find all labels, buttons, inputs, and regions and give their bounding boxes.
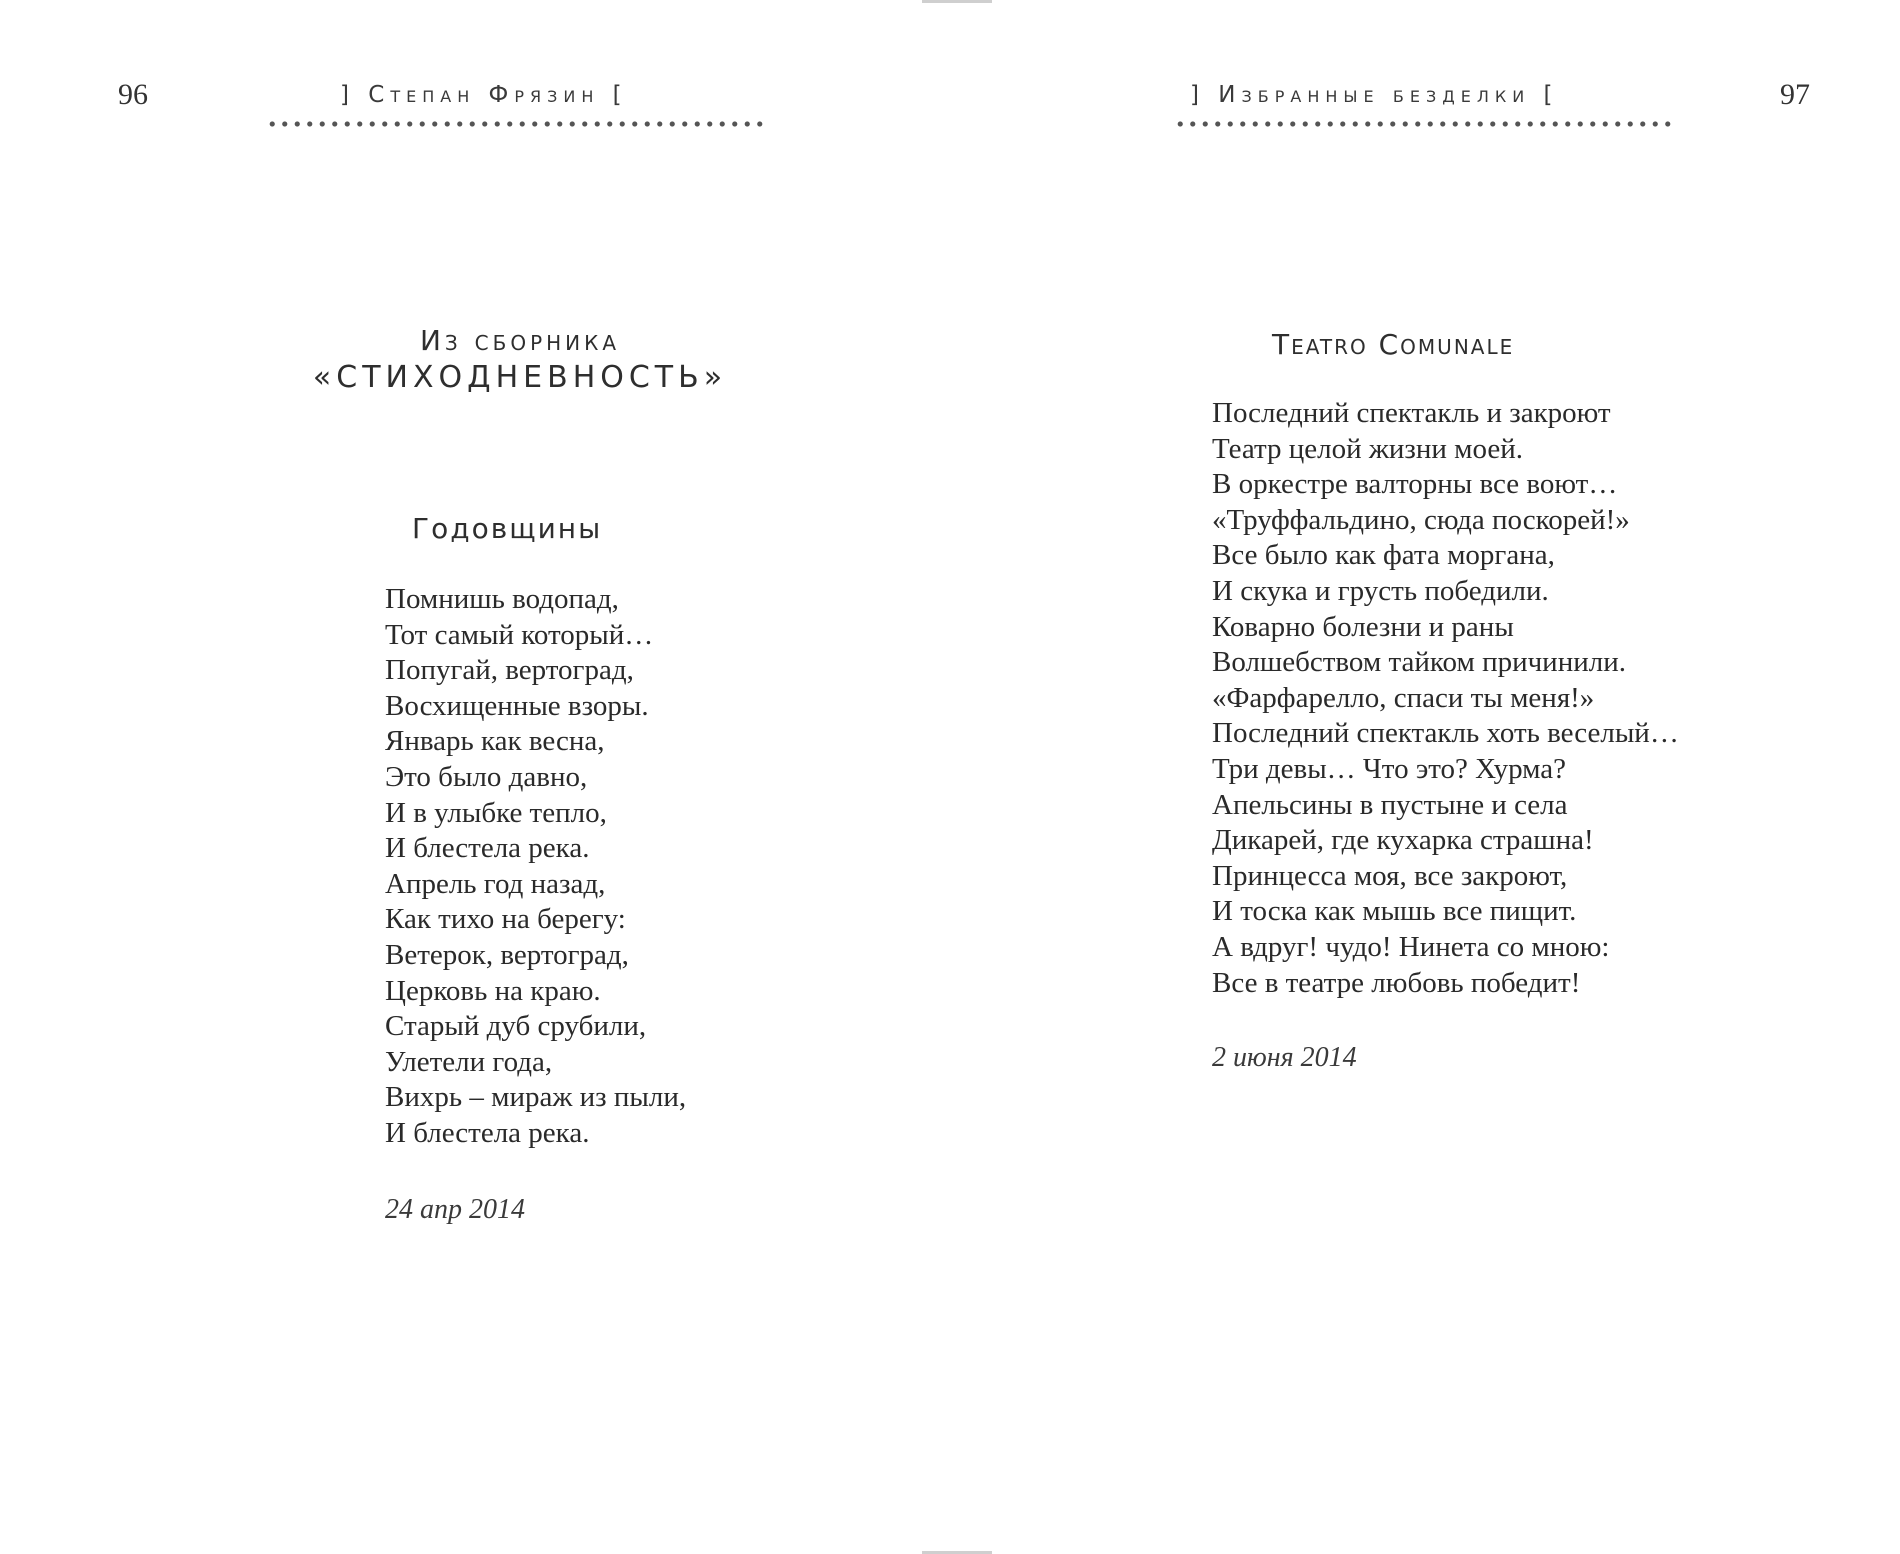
running-head: [340, 82, 628, 108]
poem-line: Помнишь водопад,: [385, 583, 619, 615]
poem-line: Все в театре любовь победит!: [1212, 966, 1581, 999]
poem-line: И блестела река.: [385, 1116, 590, 1149]
dotted-rule: [1174, 118, 1674, 130]
poem-line: Улетели года,: [385, 1045, 553, 1078]
poem-line: Волшебством тайком причинили.: [1212, 646, 1626, 679]
running-head-text: ] Степан Фрязин [: [340, 82, 628, 108]
poem-line: Церковь на краю.: [385, 974, 601, 1007]
poem-line: Как тихо на берегу:: [385, 903, 626, 936]
poem-line: Театр целой жизни моей.: [1212, 432, 1524, 465]
poem-line: Коварно болезни и раны: [1212, 610, 1514, 643]
poem-date: 24 апр 2014: [385, 1194, 525, 1225]
poem-date: 2 июня 2014: [1212, 1042, 1357, 1073]
poem-body: [385, 582, 686, 1152]
poem-line: Принцесса моя, все закроют,: [1212, 859, 1568, 892]
poem-line: Последний спектакль и закроют: [1212, 397, 1611, 429]
poem-line: Попугай, вертоград,: [385, 654, 634, 687]
poem-line: И в улыбке тепло,: [385, 796, 607, 829]
poem-line: «Труффальдино, сюда поскорей!»: [1212, 503, 1630, 536]
poem-line: И тоска как мышь все пищит.: [1212, 895, 1577, 928]
right-page: [950, 0, 1900, 1554]
poem-line: Апельсины в пустыне и села: [1212, 788, 1568, 821]
poem-line: Дикарей, где кухарка страшна!: [1212, 824, 1594, 857]
poem-line: Восхищенные взоры.: [385, 689, 649, 722]
running-head: [1190, 82, 1559, 108]
poem-line: Старый дуб срубили,: [385, 1010, 647, 1043]
poem-line: И блестела река.: [385, 832, 590, 865]
poem-body: [1212, 396, 1679, 1001]
section-title-line1: Из сборника: [419, 324, 621, 357]
page-number: 96: [118, 78, 148, 111]
poem-line: Три девы… Что это? Хурма?: [1212, 752, 1567, 785]
poem-title: Teatro Comunale: [1272, 328, 1515, 361]
running-head-text: ] Избранные безделки [: [1190, 82, 1559, 108]
poem-line: Тот самый который…: [385, 618, 654, 651]
dotted-rule: [266, 118, 766, 130]
poem-line: А вдруг! чудо! Нинета со мною:: [1212, 930, 1610, 963]
poem-line: «Фарфарелло, спаси ты меня!»: [1212, 681, 1595, 714]
poem-line: Ветерок, вертоград,: [385, 938, 629, 971]
poem-line: Последний спектакль хоть веселый…: [1212, 717, 1679, 750]
section-title-line2: «СТИХОДНЕВНОСТЬ»: [312, 360, 728, 395]
poem-line: Апрель год назад,: [385, 867, 606, 900]
poem-line: Это было давно,: [385, 760, 588, 793]
poem-line: В оркестре валторны все воют…: [1212, 468, 1618, 501]
poem-line: И скука и грусть победили.: [1212, 574, 1549, 607]
poem-line: Январь как весна,: [385, 725, 605, 758]
poem-line: Все было как фата моргана,: [1212, 539, 1555, 572]
poem-line: Вихрь – мираж из пыли,: [385, 1081, 687, 1114]
page-number: 97: [1780, 78, 1810, 111]
poem-title: Годовщины: [412, 512, 603, 545]
